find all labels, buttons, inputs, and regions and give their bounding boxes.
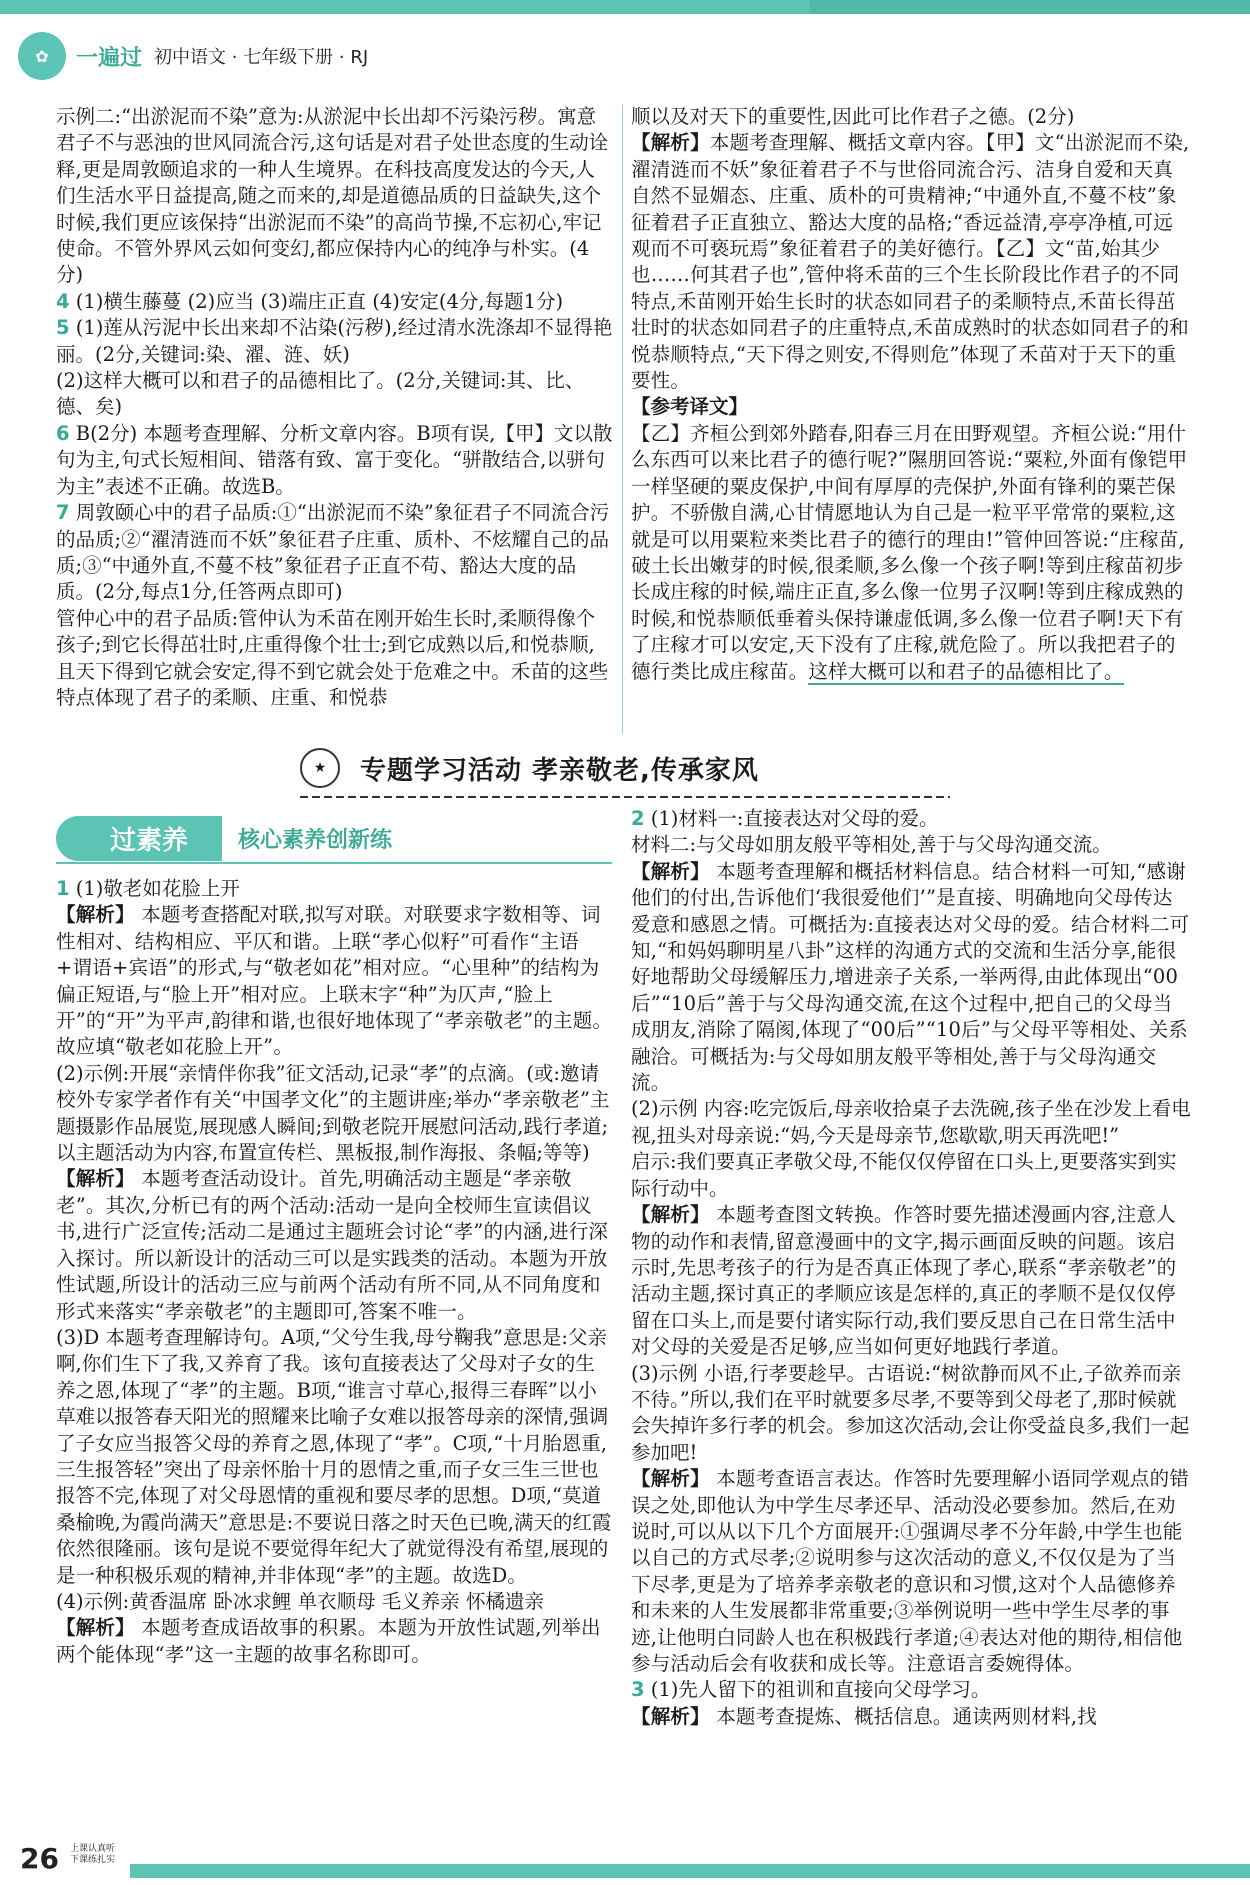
question-number: 5 — [56, 316, 70, 340]
answer-paragraph — [631, 1096, 1191, 1149]
analysis-block — [631, 859, 1191, 1097]
answer-text: (4)示例:黄香温席 卧冰求鲤 单衣顺母 毛义养亲 怀橘遗亲 — [56, 1589, 544, 1613]
answer-text: 材料二:与父母如朋友般平等相处,善于与父母沟通交流。 — [631, 833, 1112, 857]
top-color-band — [0, 0, 1250, 14]
answer-paragraph — [56, 1589, 614, 1615]
answer-text: (1)莲从污泥中长出来却不沾染(污秽),经过清水洗涤却不显得艳丽。(2分,关键词:染、濯、涟、妖) — [56, 316, 613, 366]
question-number: 3 — [631, 1678, 645, 1702]
left-column-top — [56, 104, 614, 711]
answer-text: 周敦颐心中的君子品质:①“出淤泥而不染”象征君子不同流合污的品质;②“濯清涟而不妖”象征君子庄重、质朴、不炫耀自己的品质;③“中通外直,不蔓不枝”象征君子正直不苟、豁达大度的品质。(2分,每点1分,任答两点即可) — [56, 501, 610, 604]
section-underline — [56, 862, 612, 864]
answer-text: 启示:我们要真正孝敬父母,不能仅仅停留在口头上,更要落实到实际行动中。 — [631, 1150, 1177, 1200]
analysis-text: 本题考查提炼、概括信息。通读两则材料,找 — [716, 1704, 1097, 1728]
footer-band — [130, 1864, 1250, 1878]
answer-paragraph — [56, 1325, 614, 1589]
translation-label: 【参考译文】 — [631, 395, 749, 419]
answer-text: (2)示例:开展“亲情伴你我”征文活动,记录“孝”的点滴。(或:邀请校外专家学者作有关“中国孝文化”的主题讲座;举办“孝亲敬老”主题摄影作品展览,展现感人瞬间;到敬老院开展慰问活动,践行孝道;以主题活动为内容,布置宣传栏、黑板报,制作海报、条幅;等等) — [56, 1061, 610, 1165]
analysis-text: 本题考查理解和概括材料信息。结合材料一可知,“感谢他们的付出,告诉他们‘我很爱他们’”是直接、明确地向父母传达爱意和感恩之情。可概括为:直接表达对父母的爱。结合材料二可知,“和妈妈聊明星八卦”这样的沟通方式的交流和生活分享,能很好地帮助父母缓解压力,增进亲子关系,一举两得,由此体现出“00后”“10后”善于与父母沟通交流,在这个过程中,把自己的父母当成朋友,消除了隔阂,体现了“00后”“10后”与父母平等相处、关系融洽。可概括为:与父母如朋友般平等相处,善于与父母沟通交流。 — [631, 859, 1190, 1095]
question-number: 7 — [56, 501, 70, 525]
answer-text: (1)材料一:直接表达对父母的爱。 — [650, 807, 939, 830]
analysis-text: 本题考查搭配对联,拟写对联。对联要求字数相等、词性相对、结构相应、平仄和谐。上联“孝心似籽”可看作“主语+谓语+宾语”的形式,与“敬老如花”相对应。“心里种”的结构为偏正短语,与“脸上开”相对应。上联末字“种”为仄声,“脸上开”的“开”为平声,韵律和谐,也很好地体现了“孝亲敬老”的主题。故应填“敬老如花脸上开”。 — [56, 903, 613, 1059]
answer-text: (2)示例 内容:吃完饭后,母亲收拾桌子去洗碗,孩子坐在沙发上看电视,扭头对母亲说:“妈,今天是母亲节,您歇歇,明天再洗吧!” — [631, 1097, 1191, 1147]
topic-banner — [300, 748, 1020, 788]
topic-title: 专题学习活动 孝亲敬老,传承家风 — [360, 755, 759, 786]
question-number: 4 — [56, 289, 70, 313]
section-header — [56, 812, 616, 864]
question-number: 6 — [56, 421, 70, 445]
answer-item-2 — [631, 806, 1191, 832]
banner-underline — [300, 796, 950, 798]
left-column-bottom — [56, 876, 614, 1668]
answer-text: (2)这样大概可以和君子的品德相比了。(2分,关键词:其、比、德、矣) — [56, 369, 585, 419]
answer-item-4 — [56, 289, 614, 315]
right-column-top — [631, 104, 1191, 685]
question-number: 2 — [631, 807, 645, 830]
brand-name: 一遍过 — [76, 45, 143, 71]
answer-item-6 — [56, 421, 614, 500]
analysis-label: 【解析】 — [631, 131, 710, 155]
section-pill: 过素养 — [56, 816, 222, 861]
answer-paragraph — [56, 104, 614, 289]
answer-item-7 — [56, 500, 614, 606]
analysis-label: 【解析】 — [631, 1467, 710, 1491]
analysis-block — [56, 1166, 614, 1324]
analysis-label: 【解析】 — [631, 859, 710, 883]
analysis-label: 【解析】 — [56, 903, 135, 927]
footer-note — [70, 1844, 115, 1866]
answer-paragraph — [56, 1061, 614, 1167]
answer-paragraph — [56, 368, 614, 421]
answer-text: (1)先人留下的祖训和直接向父母学习。 — [650, 1678, 991, 1702]
answer-text: (3)D 本题考查理解诗句。A项,“父兮生我,母兮鞠我”意思是:父亲啊,你们生下了我,又养育了我。该句直接表达了父母对子女的生养之恩,体现了“孝”的主题。B项,“谁言寸草心,报得三春晖”以小草难以报答春天阳光的照耀来比喻子女难以报答母亲的深情,强调了子女应当报答父母的养育之恩,体现了“孝”。C项,“十月胎恩重,三生报答轻”突出了母亲怀胎十月的恩情之重,而子女三生三世也报答不完,体现了对父母恩情的重视和要尽孝的思想。D项,“莫道桑榆晚,为霞尚满天”意思是:不要说日落之时天色已晚,满天的红霞依然很隆丽。该句是说不要觉得年纪大了就觉得没有希望,展现的是一种积极乐观的精神,并非体现“孝”的主题。故选D。 — [56, 1325, 612, 1587]
answer-text: (1)敬老如花脸上开 — [75, 877, 240, 900]
analysis-text: 本题考查理解、概括文章内容。【甲】文“出淤泥而不染,濯清涟而不妖”象征着君子不与世俗同流合污、洁身自爱和天真自然不显媚态、庄重、质朴的可贵精神;“中通外直,不蔓不枝”象征着君子正直独立、豁达大度的品格;“香远益清,亭亭净植,可远观而不可亵玩焉”象征着君子的美好德行。【乙】文“苗,始其少也……何其君子也”,管仲将禾苗的三个生长阶段比作君子的不同特点,禾苗刚开始生长时的状态如同君子的柔顺特点,禾苗长得茁壮时的状态如同君子的庄重特点,禾苗成熟时的状态如同君子的和悦恭顺特点,“天下得之则安,不得则危”体现了禾苗对于天下的重要性。 — [631, 131, 1190, 393]
analysis-label: 【解析】 — [56, 1616, 135, 1640]
answer-text: 管仲心中的君子品质:管仲认为禾苗在刚开始生长时,柔顺得像个孩子;到它长得茁壮时,庄重得像个壮士;到它成熟以后,和悦恭顺,且天下得到它就会安定,得不到它就会处于危难之中。禾苗的这些特点体现了君子的柔顺、庄重、和悦恭 — [56, 606, 609, 709]
translation-text: 【乙】齐桓公到郊外踏春,阳春三月在田野观望。齐桓公说:“用什么东西可以来比君子的德行呢?”隰朋回答说:“粟粒,外面有像铠甲一样坚硬的粟皮保护,中间有厚厚的壳保护,外面有锋利的粟芒保护。不骄傲自满,心甘情愿地认为自己是一粒平平常常的粟粒,这就是可以用粟粒来类比君子的德行的理由!”管仲回答说:“庄稼苗,破土长出嫩芽的时候,很柔顺,多么像一个孩子啊!等到庄稼苗初步长成庄稼的时候,端庄正直,多么像一位男子汉啊!等到庄稼成熟的时候,和悦恭顺低垂着头保持谦虚低调,多么像一位君子啊!天下有了庄稼才可以安定,天下没有了庄稼,就危险了。所以我把君子的德行类比成庄稼苗。 — [631, 421, 1188, 683]
answer-text: B(2分) 本题考查理解、分析文章内容。B项有误,【甲】文以散句为主,句式长短相间、错落有致、富于变化。“骈散结合,以骈句为主”表述不正确。故选B。 — [56, 421, 613, 498]
analysis-block — [631, 1466, 1191, 1677]
analysis-label: 【解析】 — [631, 1203, 710, 1227]
section-subtitle: 核心素养创新练 — [238, 827, 393, 853]
answer-paragraph — [631, 1361, 1191, 1467]
answer-item-3 — [631, 1677, 1191, 1703]
answer-text: 顺以及对天下的重要性,因此可比作君子之德。(2分) — [631, 105, 1075, 128]
page-number: 26 — [20, 1842, 59, 1875]
column-divider — [622, 104, 623, 734]
answer-paragraph — [631, 832, 1191, 858]
analysis-block — [56, 902, 614, 1060]
answer-paragraph — [631, 104, 1191, 130]
analysis-text: 本题考查语言表达。作答时先要理解小语同学观点的错误之处,即他认为中学生尽孝还早、活动没必要参加。然后,在劝说时,可以从以下几个方面展开:①强调尽孝不分年龄,中学生也能以自己的方式尽孝;②说明参与这次活动的意义,不仅仅是为了当下尽孝,更是为了培养孝亲敬老的意识和习惯,这对个人品德修养和未来的人生发展都非常重要;③举例说明一些中学生尽孝的事迹,让他明白同龄人也在积极践行孝道;④表达对他的期待,相信他参与活动后会有收获和成长等。注意语言委婉得体。 — [631, 1467, 1190, 1675]
book-title: 初中语文 · 七年级下册 · RJ — [154, 47, 369, 68]
analysis-label: 【解析】 — [631, 1704, 710, 1728]
analysis-text: 本题考查成语故事的积累。本题为开放性试题,列举出两个能体现“孝”这一主题的故事名称即可。 — [56, 1616, 601, 1666]
analysis-text: 本题考查图文转换。作答时要先描述漫画内容,注意人物的动作和表情,留意漫画中的文字,揭示画面反映的问题。该启示时,先思考孩子的行为是否真正体现了孝心,联系“孝亲敬老”的活动主题,探讨真正的孝顺应该是怎样的,真正的孝顺不是仅仅停留在口头上,而是要付诸实际行动,我们要反思自己在日常生活中对父母的关爱是否足够,应当如何更好地践行孝道。 — [631, 1203, 1177, 1359]
analysis-label: 【解析】 — [56, 1167, 135, 1191]
translation-block — [631, 421, 1191, 685]
right-column-bottom — [631, 806, 1191, 1730]
analysis-block — [631, 1704, 1191, 1730]
translation-underlined: 这样大概可以和君子的品德相比了。 — [808, 659, 1124, 683]
page-footer — [0, 1848, 1250, 1885]
answer-text: 示例二:“出淤泥而不染”意为:从淤泥中长出却不污染污秽。寓意君子不与恶浊的世风同流合污,这句话是对君子处世态度的生动诠释,更是周敦颐追求的一种人生境界。在科技高度发达的今天,人们生活水平日益提高,随之而来的,却是道德品质的日益缺失,这个时候,我们更应该保持“出淤泥而不染”的高尚节操,不忘初心,牢记使命。不管外界风云如何变幻,都应保持内心的纯净与朴实。(4分) — [56, 105, 609, 287]
badge-icon: ★ — [300, 748, 340, 788]
analysis-text: 本题考查活动设计。首先,明确活动主题是“孝亲敬老”。其次,分析已有的两个活动:活动一是向全校师生宣读倡议书,进行广泛宣传;活动二是通过主题班会讨论“孝”的内涵,进行深入探讨。所以新设计的活动三可以是实践类的活动。本题为开放性试题,所设计的活动三应与前两个活动有所不同,从不同角度和形式来落实“孝亲敬老”的主题即可,答案不唯一。 — [56, 1167, 609, 1323]
question-number: 1 — [56, 877, 70, 900]
page-header — [18, 30, 368, 82]
answer-paragraph — [56, 606, 614, 712]
footer-note-line: 下课练扎实 — [70, 1855, 116, 1865]
answer-paragraph — [631, 1149, 1191, 1202]
answer-item-1 — [56, 876, 614, 902]
analysis-block — [56, 1615, 614, 1668]
mascot-logo-icon: ✿ — [18, 32, 66, 80]
answer-text: (1)横生藤蔓 (2)应当 (3)端庄正直 (4)安定(4分,每题1分) — [75, 289, 564, 313]
analysis-block — [631, 130, 1191, 394]
analysis-block — [631, 1202, 1191, 1360]
answer-item-5 — [56, 315, 614, 368]
footer-note-line: 上课认真听 — [70, 1844, 116, 1854]
answer-text: (3)示例 小语,行孝要趁早。古语说:“树欲静而风不止,子欲养而亲不待。”所以,我们在平时就要多尽孝,不要等到父母老了,那时候就会失掉许多行孝的机会。参加这次活动,会让你受益良多,我们一起参加吧! — [631, 1361, 1190, 1464]
